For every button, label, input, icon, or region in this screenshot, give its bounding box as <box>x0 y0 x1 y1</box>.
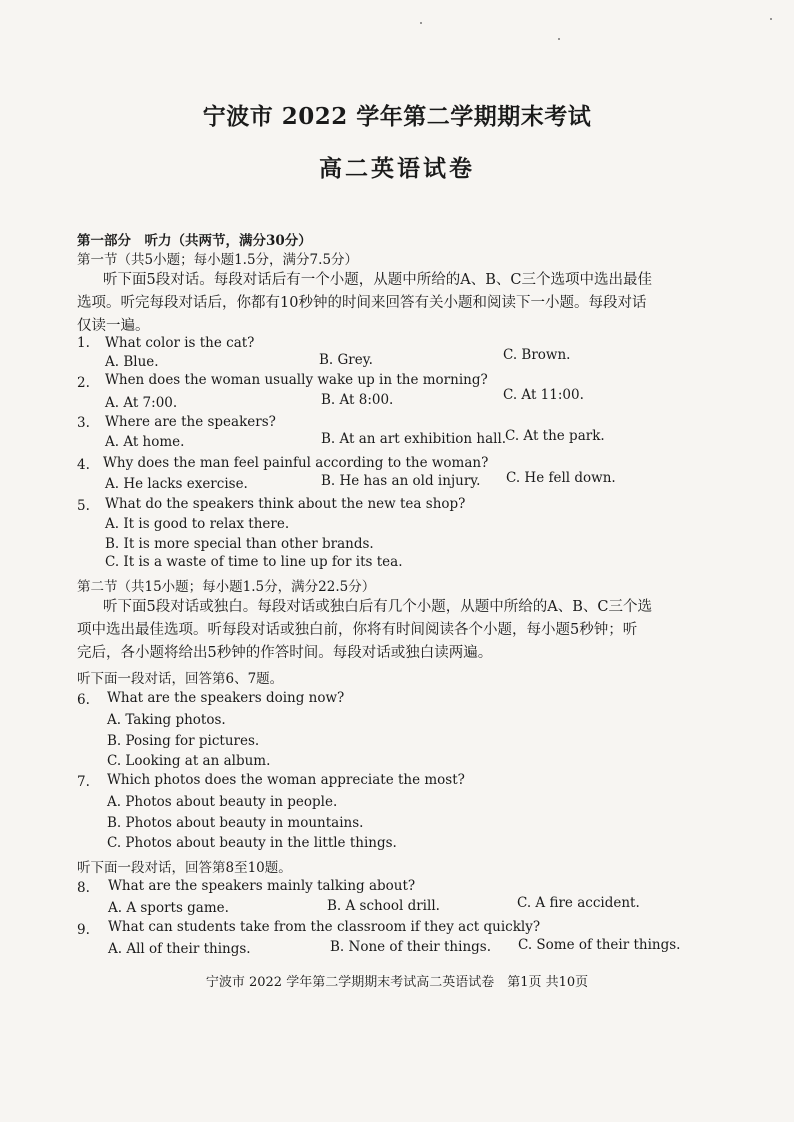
option-c: C. Some of their things. <box>518 937 681 953</box>
option-a: A. All of their things. <box>108 941 251 957</box>
section1-instruction: 听下面5段对话。每段对话后有一个小题，从题中所给的A、B、C三个选项中选出最佳 <box>103 272 652 288</box>
option-a: A. He lacks exercise. <box>105 476 248 492</box>
question-text: What do the speakers think about the new tea shop? <box>105 496 466 512</box>
option-a: A. Photos about beauty in people. <box>107 794 338 810</box>
option-a: A. A sports game. <box>108 900 229 916</box>
question-text: What are the speakers mainly talking about? <box>108 878 416 894</box>
option-b: B. Posing for pictures. <box>107 733 260 749</box>
section1-heading: 第一节（共5小题；每小题1.5分，满分7.5分） <box>77 252 359 268</box>
question-text: What can students take from the classroom if they act quickly? <box>108 919 541 935</box>
option-a: A. At home. <box>105 434 185 450</box>
question-number: 2. <box>77 375 90 391</box>
question-number: 4. <box>77 457 90 473</box>
section2-instruction: 项中选出最佳选项。听每段对话或独白前，你将有时间阅读各个小题，每小题5秒钟；听 <box>77 622 638 638</box>
option-a: A. Blue. <box>105 354 159 370</box>
option-c: C. Photos about beauty in the little things. <box>107 835 397 851</box>
option-c: C. He fell down. <box>506 470 616 486</box>
section2-instruction: 完后，各小题将给出5秒钟的作答时间。每段对话或独白读两遍。 <box>77 645 493 661</box>
option-b: B. Photos about beauty in mountains. <box>107 815 364 831</box>
question-number: 1. <box>77 335 90 351</box>
option-a: A. Taking photos. <box>107 712 226 728</box>
option-c: C. Brown. <box>503 347 571 363</box>
option-c: C. It is a waste of time to line up for its tea. <box>105 554 403 570</box>
dialog-intro: 听下面一段对话，回答第8至10题。 <box>77 860 292 876</box>
option-a: A. It is good to relax there. <box>105 516 290 532</box>
option-b: B. At an art exhibition hall. <box>321 431 507 447</box>
section1-instruction: 仅读一遍。 <box>77 318 150 334</box>
question-number: 9. <box>77 922 90 938</box>
question-number: 6. <box>77 692 90 708</box>
section2-instruction: 听下面5段对话或独白。每段对话或独白后有几个小题，从题中所给的A、B、C三个选 <box>103 599 652 615</box>
option-b: B. At 8:00. <box>321 392 394 408</box>
option-c: C. At 11:00. <box>503 387 584 403</box>
scan-speck <box>558 38 560 40</box>
option-b: B. He has an old injury. <box>321 473 481 489</box>
question-text: Where are the speakers? <box>105 414 276 430</box>
option-b: B. It is more special than other brands. <box>105 536 374 552</box>
option-b: B. A school drill. <box>327 898 440 914</box>
question-number: 3. <box>77 415 90 431</box>
page-footer: 宁波市 2022 学年第二学期期末考试高二英语试卷 第1页 共10页 <box>205 975 589 990</box>
option-a: A. At 7:00. <box>105 395 178 411</box>
part1-heading: 第一部分 听力（共两节，满分30分） <box>77 233 312 249</box>
option-c: C. A fire accident. <box>517 895 640 911</box>
question-text: Which photos does the woman appreciate the most? <box>107 772 465 788</box>
scan-speck <box>770 18 772 20</box>
question-text: What are the speakers doing now? <box>107 690 345 706</box>
option-c: C. At the park. <box>505 428 605 444</box>
dialog-intro: 听下面一段对话，回答第6、7题。 <box>77 671 284 687</box>
question-number: 7. <box>77 774 90 790</box>
option-c: C. Looking at an album. <box>107 753 271 769</box>
exam-title: 宁波市 2022 学年第二学期期末考试 <box>202 103 592 130</box>
exam-subtitle: 高二英语试卷 <box>319 155 475 182</box>
section2-heading: 第二节（共15小题；每小题1.5分，满分22.5分） <box>77 579 376 595</box>
option-b: B. Grey. <box>319 352 373 368</box>
question-number: 8. <box>77 880 90 896</box>
question-number: 5. <box>77 498 90 514</box>
question-text: When does the woman usually wake up in the morning? <box>105 372 488 388</box>
question-text: Why does the man feel painful according to the woman? <box>103 455 489 471</box>
scan-speck <box>420 22 422 24</box>
question-text: What color is the cat? <box>105 335 255 351</box>
option-b: B. None of their things. <box>330 939 491 955</box>
section1-instruction: 选项。听完每段对话后，你都有10秒钟的时间来回答有关小题和阅读下一小题。每段对话 <box>77 295 647 311</box>
